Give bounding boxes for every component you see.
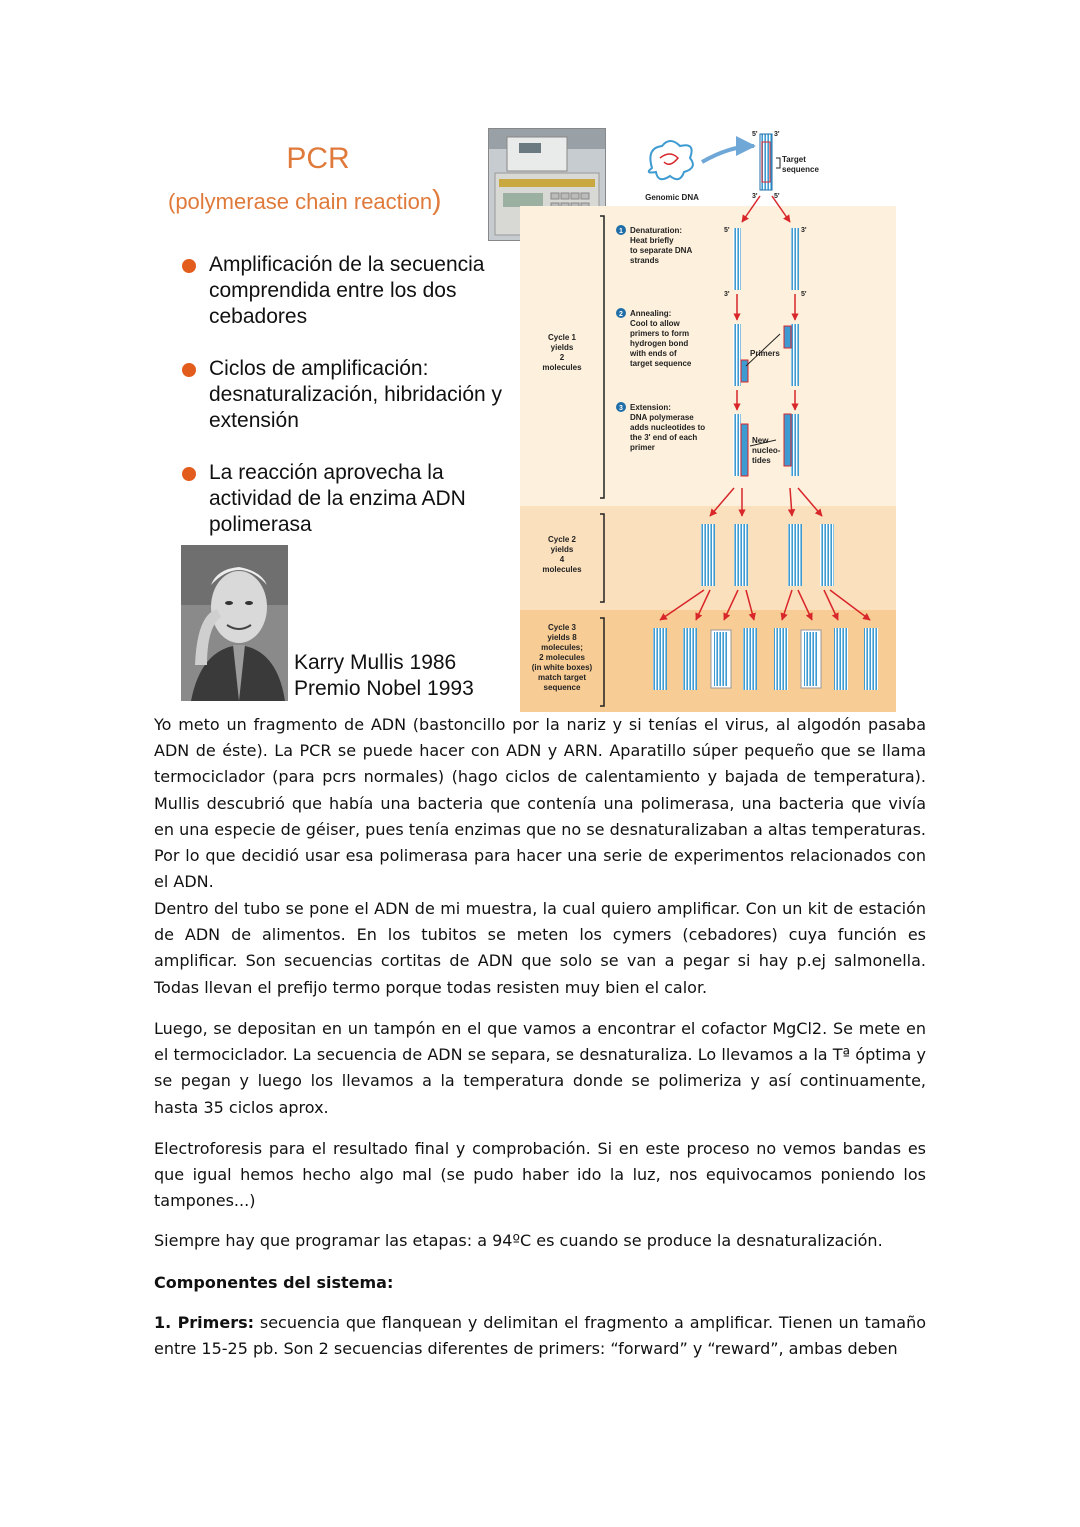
paragraph-2: Dentro del tubo se pone el ADN de mi muestra, la cual quiero amplificar. Con un kit de estación de ADN de alimentos. En los tubitos se meten los cymers (cebadores) cuya función es amplificar. Son secuencias cortitas de ADN que solo se van a pegar si hay p.ej salmonella. Todas llevan el prefijo termo porque todas resisten muy bien el calor. [154,899,926,997]
cycle2-molecule [701,524,715,586]
subtitle-close-paren: ) [432,184,442,215]
cycle3-molecule [714,632,728,686]
step3-line-3: the 3' end of each [630,433,698,442]
step2-title: Annealing: [630,309,672,318]
step3-line-4: primer [630,443,655,452]
cycle2-molecule [788,524,802,586]
paragraph-5: Siempre hay que programar las etapas: a 94ºC es cuando se produce la desnaturalización. [154,1231,883,1250]
new-nucleotides-label-2: nucleo- [752,446,781,455]
mullis-portrait [181,545,288,701]
caption-line-2: Premio Nobel 1993 [294,677,474,700]
target-label-1: Target [782,155,806,164]
bullet-dot-icon [182,363,196,377]
mullis-caption [294,650,474,702]
cycle3-label-7: sequence [543,683,581,692]
cycle3-molecule [653,628,667,690]
left-5prime: 5' [724,227,730,234]
cycle1-label-2: yields [550,343,574,352]
new-strand-right [784,414,791,466]
svg-text:3: 3 [619,405,623,412]
top-3prime: 3' [774,131,780,138]
strand-right [791,228,799,290]
genomic-dna-coil [649,141,693,179]
primers-label: Primers [750,349,780,358]
genomic-dna-label: Genomic DNA [645,193,699,202]
zoom-arrow [702,146,754,162]
cycle1-label-3: 2 [559,353,565,362]
pcr-diagram-svg [520,128,896,712]
step2-line-3: hydrogen bond [630,339,689,348]
bullet-ciclos [182,356,522,434]
step3-line-2: adds nucleotides to [630,423,706,432]
cycle1-band [520,206,896,506]
new-nucleotides-label-3: tides [752,456,771,465]
subtitle-text: (polymerase chain reaction [168,189,433,214]
paragraph-1: Yo meto un fragmento de ADN (bastoncillo por la nariz y si tenías el virus, al algodón pasaba ADN de éste). La PCR se puede hacer con ADN y ARN. Aparatillo súper pequeño que se llama termociclador (para pcrs normales) (hago ciclos de calentamiento y bajada de temperatura). Mullis descubrió que había una bacteria que contenía una polimerasa, una bacteria que vivía en una especie de géiser, pues tenía enzimas que no se desnaturalizaban a altas temperaturas. Por lo que decidió usar esa polimerasa para hacer una serie de experimentos relacionados con el ADN. [154,715,926,892]
pcr-cycle-diagram [520,128,896,712]
cycle1-label-1: Cycle 1 [547,333,577,342]
section-heading: Componentes del sistema: [154,1273,394,1292]
step2-line-4: with ends of [630,349,677,358]
step1-line-1: Heat briefly [630,236,674,245]
bullet-dot-icon [182,259,196,273]
right-5prime: 5' [801,291,807,298]
bullet-dot-icon [182,467,196,481]
strand-left [733,228,741,290]
svg-text:2: 2 [619,311,623,318]
primers-description: secuencia que flanquean y delimitan el fragmento a amplificar. Tienen un tamaño entre 15-25 pb. Son 2 secuencias diferentes de primers: “forward” y “reward”, ambas deben [154,1313,926,1359]
cycle3-label-2: yields 8 [547,633,577,642]
cycle3-label-3: molecules; [541,643,583,652]
cycle2-label-3: 4 [559,555,565,564]
cycle1-label-4: molecules [542,363,582,372]
cycle3-molecule [743,628,757,690]
cycle3-molecule [864,628,878,690]
genomic-dna-target [660,154,678,164]
cycle2-molecule [734,524,748,586]
anneal-strand-left [733,324,741,386]
cycle3-molecule [804,632,818,686]
bullet-amplificacion [182,252,522,330]
cycle3-molecule [834,628,848,690]
anneal-strand-right [791,324,799,386]
step2-line-2: primers to form [630,329,690,338]
step3-line-1: DNA polymerase [630,413,694,422]
cycle3-molecule [774,628,788,690]
bullet-text: Ciclos de amplificación: desnaturalización, hibridación y extensión [209,357,503,432]
step2-line-1: Cool to allow [630,319,680,328]
cycle3-label-5: (in white boxes) [531,663,593,672]
cycle2-label-2: yields [550,545,574,554]
bullet-reaccion [182,460,522,538]
target-label-2: sequence [782,165,819,174]
primer-right [784,326,791,348]
cycle2-label-1: Cycle 2 [547,535,577,544]
slide-subtitle [168,184,478,216]
cycle2-label-4: molecules [542,565,582,574]
paragraph-4: Electroforesis para el resultado final y comprobación. Si en este proceso no vemos bandas es que igual hemos hecho algo mal (se pudo haber ido la luz, nos equivocamos poniendo los tampones...) [154,1139,926,1211]
primer-left [741,360,748,382]
bullet-text: Amplificación de la secuencia comprendida entre los dos cebadores [209,253,485,328]
extend-strand-left [733,414,741,476]
right-3prime: 3' [801,227,807,234]
cycle3-label-4: 2 molecules [539,653,585,662]
paragraph-primers [154,1310,926,1362]
new-nucleotides-label-1: New [752,436,769,445]
slide-title: PCR [286,142,350,175]
step1-line-3: strands [630,256,659,265]
cycle3-molecule [683,628,697,690]
step1-title: Denaturation: [630,226,682,235]
bullet-text: La reacción aprovecha la actividad de la enzima ADN polimerasa [209,461,466,536]
step2-line-5: target sequence [630,359,692,368]
bottom-3prime: 3' [752,193,758,200]
extend-strand-right [791,414,799,476]
cycle3-label-6: match target [537,673,587,682]
target-bracket [776,158,780,168]
step1-line-2: to separate DNA [630,246,693,255]
caption-line-1: Karry Mullis 1986 [294,651,457,674]
top-5prime: 5' [752,131,758,138]
primers-term: 1. Primers: [154,1313,254,1332]
cycle3-label-1: Cycle 3 [547,623,577,632]
left-3prime: 3' [724,291,730,298]
bottom-5prime: 5' [774,193,780,200]
cycle2-molecule [820,524,834,586]
new-strand-left [741,424,748,476]
paragraph-3: Luego, se depositan en un tampón en el que vamos a encontrar el cofactor MgCl2. Se mete en el termociclador. La secuencia de ADN se separa, se desnaturaliza. Lo llevamos a la Tª óptima y se pegan y luego los llevamos a la temperatura donde se polimeriza y así continuamente, hasta 35 ciclos aprox. [154,1019,926,1117]
svg-text:1: 1 [619,228,623,235]
step3-title: Extension: [630,403,671,412]
portrait-illustration [181,545,288,701]
